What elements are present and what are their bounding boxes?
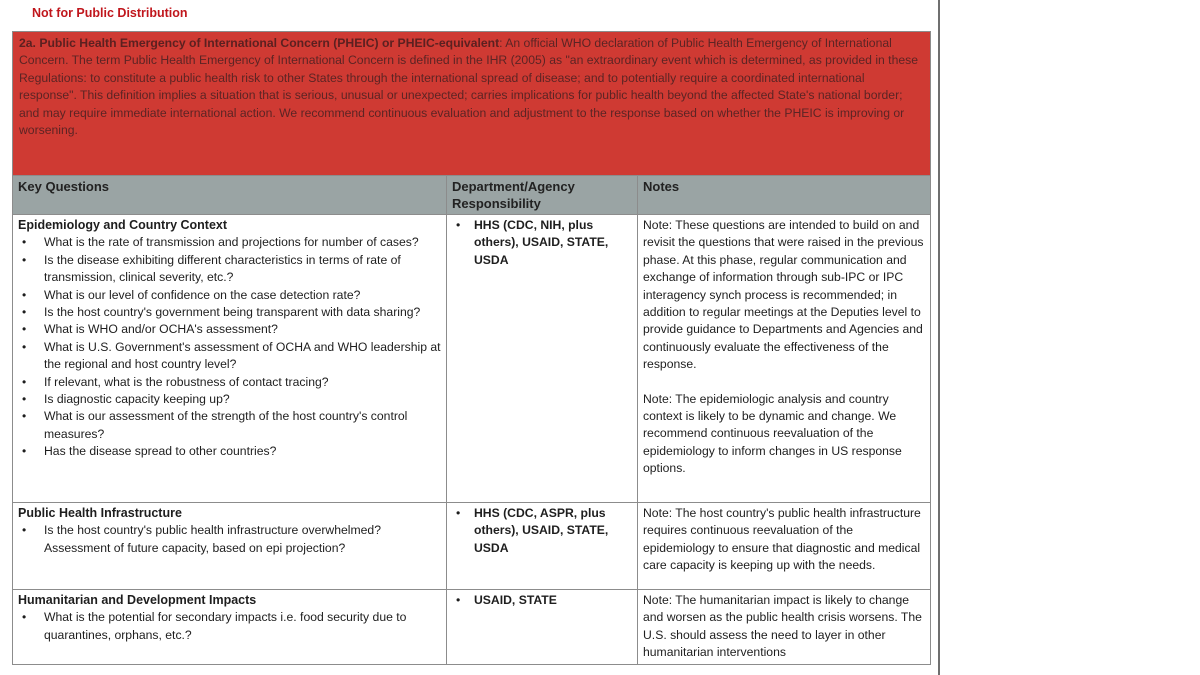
question-item: • What is the potential for secondary impacts i.e. food security due to quarantines, orphans, etc.? xyxy=(38,609,441,644)
pheic-banner xyxy=(13,32,931,176)
table-row xyxy=(13,215,931,503)
question-item: • What is WHO and/or OCHA's assessment? xyxy=(38,321,441,338)
page-edge-rule xyxy=(938,0,940,675)
agency-list xyxy=(452,505,632,557)
table-header-row xyxy=(13,176,931,215)
column-header-agency: Department/Agency Responsibility xyxy=(447,176,638,215)
question-item: • What is our level of confidence on the case detection rate? xyxy=(38,287,441,304)
agency-item: • USAID, STATE xyxy=(472,592,632,609)
section-title: Humanitarian and Development Impacts xyxy=(18,593,257,607)
agency-item: • HHS (CDC, ASPR, plus others), USAID, STATE, USDA xyxy=(472,505,632,557)
distribution-marking: Not for Public Distribution xyxy=(32,6,188,20)
pheic-banner-row xyxy=(13,32,931,176)
agency-cell xyxy=(447,503,638,590)
notes-cell xyxy=(638,503,931,590)
agency-item: • HHS (CDC, NIH, plus others), USAID, STATE, USDA xyxy=(472,217,632,269)
column-header-notes: Notes xyxy=(638,176,931,215)
section-title: Public Health Infrastructure xyxy=(18,506,182,520)
column-header-questions: Key Questions xyxy=(13,176,447,215)
table-row xyxy=(13,503,931,590)
note-text: Note: The host country's public health infrastructure requires continuous reevaluation of the epidemiology to ensure that diagnostic and medical care capacity is keeping up with the needs. xyxy=(643,506,921,573)
table-row xyxy=(13,590,931,665)
notes-cell xyxy=(638,590,931,665)
question-item: • Is the host country's public health infrastructure overwhelmed? Assessment of future capacity, based on epi projection? xyxy=(38,522,441,557)
section-title: Epidemiology and Country Context xyxy=(18,218,228,232)
question-item: • If relevant, what is the robustness of contact tracing? xyxy=(38,374,441,391)
note-text: Note: The humanitarian impact is likely to change and worsen as the public health crisis worsens. The U.S. should assess the need to layer in other humanitarian interventions xyxy=(643,593,922,660)
notes-cell xyxy=(638,215,931,503)
question-item: • What is our assessment of the strength of the host country's control measures? xyxy=(38,408,441,443)
agency-list xyxy=(452,592,632,609)
question-list xyxy=(18,522,441,557)
question-item: • What is the rate of transmission and projections for number of cases? xyxy=(38,234,441,251)
question-item: • Is the host country's government being transparent with data sharing? xyxy=(38,304,441,321)
agency-list xyxy=(452,217,632,269)
question-item: • Is diagnostic capacity keeping up? xyxy=(38,391,441,408)
key-questions-table xyxy=(12,31,931,665)
note-text: Note: The epidemiologic analysis and country context is likely to be dynamic and change. We recommend continuous reevaluation of the epidemiology to inform changes in US response options. xyxy=(643,391,902,476)
agency-cell xyxy=(447,215,638,503)
note-text: Note: These questions are intended to build on and revisit the questions that were raised in the previous phase. At this phase, regular communication and exchange of information through sub-IPC or IPC interagency synch process is recommended; in addition to regular meetings at the Deputies level to provide guidance to Departments and Agencies and continuously evaluate the effectiveness of the response. xyxy=(643,218,924,372)
questions-cell xyxy=(13,590,447,665)
pheic-heading: 2a. Public Health Emergency of International Concern (PHEIC) or PHEIC-equivalent xyxy=(19,36,500,50)
questions-cell xyxy=(13,503,447,590)
question-item: • What is U.S. Government's assessment of OCHA and WHO leadership at the regional and host country level? xyxy=(38,339,441,374)
question-list xyxy=(18,609,441,644)
question-item: • Has the disease spread to other countries? xyxy=(38,443,441,460)
agency-cell xyxy=(447,590,638,665)
question-item: • Is the disease exhibiting different characteristics in terms of rate of transmission, clinical severity, etc.? xyxy=(38,252,441,287)
pheic-definition: : An official WHO declaration of Public Health Emergency of International Concern. The term Public Health Emergency of International Concern is defined in the IHR (2005) as "an extraordinary event which is determined, as provided in these Regulations: to constitute a public health risk to other States through the international spread of disease; and to potentially require a coordinated international response". This definition implies a situation that is serious, unusual or unexpected; carries implications for public health beyond the affected State's national border; and may require immediate international action. We recommend continuous evaluation and adjustment to the response based on whether the PHEIC is improving or worsening. xyxy=(19,36,919,138)
questions-cell xyxy=(13,215,447,503)
question-list xyxy=(18,234,441,460)
